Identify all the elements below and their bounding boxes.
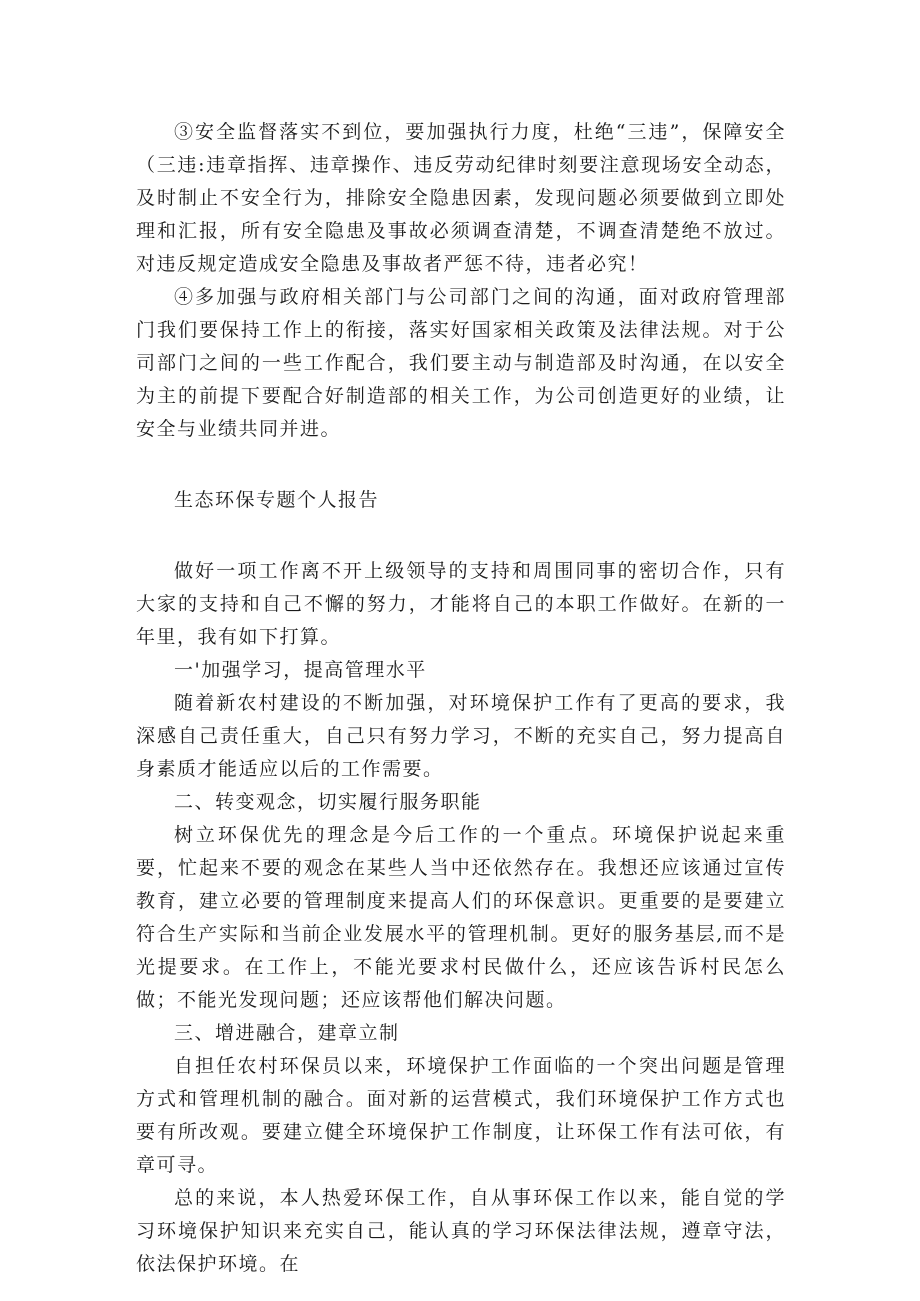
paragraph-safety-supervision: ③安全监督落实不到位，要加强执行力度，杜绝“三违”，保障安全（三违:违章指挥、违章操作、违反劳动纪律时刻要注意现场安全动态，及时制止不安全行为，排除安全隐患因素，发现问题必须要做到立即处理和汇报，所有安全隐患及事故必须调查清楚，不调查清楚绝不放过。对违反规定造成安全隐患及事故者严惩不待，违者必究！ <box>136 121 786 275</box>
document-body <box>136 116 786 1281</box>
section-body-1: 随着新农村建设的不断加强，对环境保护工作有了更高的要求，我深感自己责任重大，自己只有努力学习，不断的充实自己，努力提高自身素质才能适应以后的工作需要。 <box>136 692 786 780</box>
section-body-3: 自担任农村环保员以来，环境保护工作面临的一个突出问题是管理方式和管理机制的融合。面对新的运营模式，我们环境保护工作方式也要有所改观。要建立健全环境保护工作制度，让环保工作有法可依，有章可寻。 <box>136 1055 786 1176</box>
paragraph-communication: ④多加强与政府相关部门与公司部门之间的沟通，面对政府管理部门我们要保持工作上的衔接，落实好国家相关政策及法律法规。对于公司部门之间的一些工作配合，我们要主动与制造部及时沟通，在以安全为主的前提下要配合好制造部的相关工作，为公司创造更好的业绩，让安全与业绩共同并进。 <box>136 286 786 440</box>
report-title: 生态环保专题个人报告 <box>174 489 380 511</box>
section-heading-3: 三、增进融合，建章立制 <box>174 1022 400 1044</box>
section-heading-2: 二、转变观念，切实履行服务职能 <box>174 791 482 813</box>
paragraph-conclusion: 总的来说，本人热爱环保工作，自从事环保工作以来，能自觉的学习环境保护知识来充实自己，能认真的学习环保法律法规，遵章守法，依法保护环境。在 <box>136 1187 786 1275</box>
section-body-2: 树立环保优先的理念是今后工作的一个重点。环境保护说起来重要，忙起来不要的观念在某些人当中还依然存在。我想还应该通过宣传教育，建立必要的管理制度来提高人们的环保意识。更重要的是要建立符合生产实际和当前企业发展水平的管理机制。更好的服务基层,而不是光提要求。在工作上，不能光要求村民做什么，还应该告诉村民怎么做；不能光发现问题；还应该帮他们解决问题。 <box>136 824 786 1011</box>
paragraph-intro: 做好一项工作离不开上级领导的支持和周围同事的密切合作，只有大家的支持和自己不懈的努力，才能将自己的本职工作做好。在新的一年里，我有如下打算。 <box>136 560 786 648</box>
section-heading-1: 一'加强学习，提高管理水平 <box>174 659 427 681</box>
